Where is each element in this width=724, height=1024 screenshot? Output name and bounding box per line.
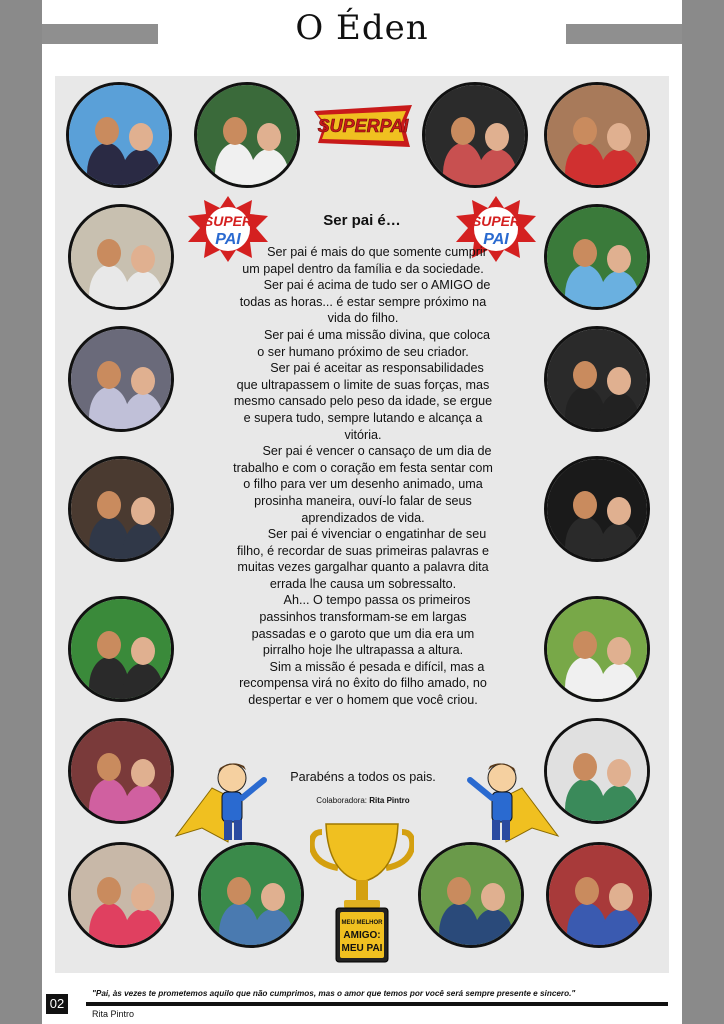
article-heading: Ser pai é… [323, 212, 401, 229]
article-paragraph: Ser pai é vencer o cansaço de um dia de trabalho e com o coração em festa sentar com o filho para ver um desenho animado, uma prosinha maneira, ouví-lo falar de seus aprendizados de vida. [233, 444, 493, 525]
svg-text:AMIGO:: AMIGO: [343, 930, 381, 941]
family-photo [68, 718, 174, 824]
svg-text:MEU MELHOR: MEU MELHOR [341, 920, 383, 926]
page-number: 02 [46, 994, 68, 1014]
family-photo [546, 842, 652, 948]
header-bar-left [42, 24, 158, 44]
article-paragraph: Ser pai é acima de tudo ser o AMIGO de todas as horas... é estar sempre próximo na vida do filho. [239, 278, 491, 326]
footer-author: Rita Pintro [92, 1009, 135, 1019]
family-photo [544, 204, 650, 310]
superhero-dad-left-icon [172, 758, 272, 844]
family-photo [198, 842, 304, 948]
collaborator-name: Rita Pintro [369, 796, 410, 805]
article-paragraph: Ser pai é vivenciar o engatinhar de seu filho, é recordar de suas primeiras palavras e muitas vezes gargalhar quanto a palavra dita errada lhe causa um sobressalto. [237, 527, 489, 591]
family-photo [422, 82, 528, 188]
superpai-logo [312, 103, 414, 149]
svg-text:PAI: PAI [483, 231, 509, 248]
header-bar-right [566, 24, 682, 44]
family-photo [418, 842, 524, 948]
masthead-title: O Éden [295, 8, 429, 48]
article-body [232, 244, 494, 709]
trophy-icon [310, 818, 414, 966]
superhero-dad-right-icon [462, 758, 562, 844]
article-paragraph: Ah... O tempo passa os primeiros passinhos transformam-se em largas passadas e o garoto que um dia era um pirralho hoje lhe ultrapassa a altura. [251, 593, 475, 658]
family-photo [68, 204, 174, 310]
article-paragraph: Ser pai é uma missão divina, que coloca o ser humano próximo de seu criador. [257, 327, 491, 359]
family-photo [68, 326, 174, 432]
footer-rule [86, 1002, 668, 1006]
article-paragraph: Ser pai é mais do que somente cumprir um papel dentro da família e da sociedade. [242, 245, 487, 276]
article-paragraph: Sim a missão é pesada e difícil, mas a recompensa virá no êxito do filho amado, no despertar e ver o homem que você criou. [239, 659, 487, 708]
family-photo [68, 596, 174, 702]
family-photo [68, 842, 174, 948]
article-paragraph: Ser pai é aceitar as responsabilidades que ultrapassem o limite de suas forças, mas mesmo cansado pelo peso da idade, se ergue e supera tudo, sempre lutando e alcança a vitória. [233, 361, 493, 442]
svg-text:PAI: PAI [215, 231, 241, 248]
closing-line: Parabéns a todos os pais. [290, 770, 436, 784]
family-photo [544, 82, 650, 188]
family-photo [66, 82, 172, 188]
svg-text:SUPER: SUPER [471, 213, 521, 229]
svg-text:SUPER: SUPER [203, 213, 253, 229]
family-photo [68, 456, 174, 562]
collaborator-label: Colaboradora: [316, 796, 367, 805]
family-photo [194, 82, 300, 188]
svg-text:MEU PAI: MEU PAI [341, 943, 383, 954]
family-photo [544, 456, 650, 562]
family-photo [544, 326, 650, 432]
footer-quote: "Pai, às vezes te prometemos aquilo que não cumprimos, mas o amor que temos por você será sempre presente e sincero." [92, 989, 576, 998]
family-photo [544, 596, 650, 702]
superpai-logo-text: SUPERPAI [317, 116, 409, 136]
